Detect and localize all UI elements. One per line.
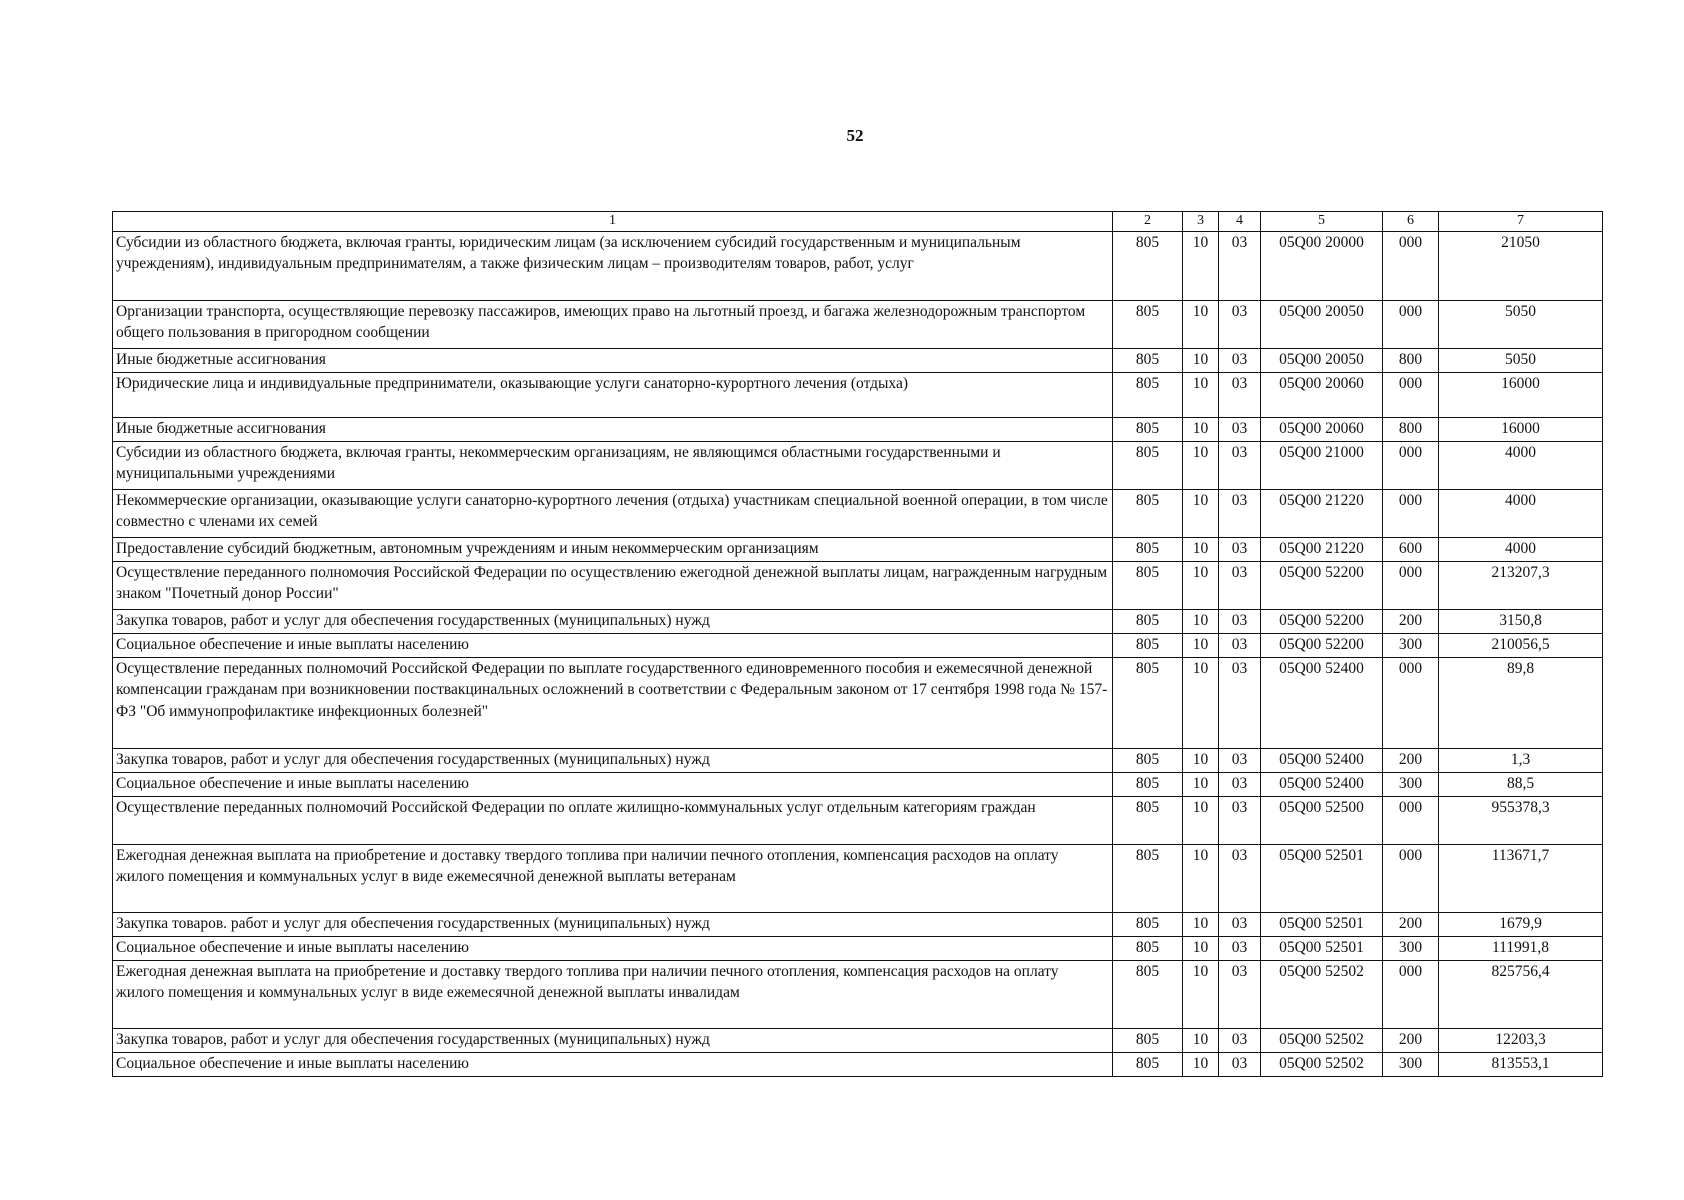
amount: 213207,3 <box>1439 561 1603 609</box>
target-article-code: 05Q00 52400 <box>1261 748 1383 772</box>
item-name: Закупка товаров, работ и услуг для обеспечения государственных (муниципальных) нужд <box>113 609 1113 633</box>
ministry-code: 805 <box>1113 231 1183 300</box>
item-name: Осуществление переданных полномочий Российской Федерации по оплате жилищно-коммунальных услуг отдельным категориям граждан <box>113 796 1113 844</box>
expense-type-code: 000 <box>1383 796 1439 844</box>
header-cell: 5 <box>1261 212 1383 232</box>
section-code: 10 <box>1183 300 1219 348</box>
subsection-code: 03 <box>1219 231 1261 300</box>
table-row <box>113 1052 1603 1076</box>
table-row <box>113 633 1603 657</box>
header-cell: 6 <box>1383 212 1439 232</box>
amount: 16000 <box>1439 417 1603 441</box>
item-name: Осуществление переданных полномочий Российской Федерации по выплате государственного единовременного пособия и ежемесячной денежной компенсации гражданам при возникновении поствакцинальных осложнений в соответствии с Федеральным законом от 17 сентября 1998 года № 157-ФЗ "Об иммунопрофилактике инфекционных болезней" <box>113 657 1113 748</box>
amount: 4000 <box>1439 537 1603 561</box>
ministry-code: 805 <box>1113 748 1183 772</box>
header-cell: 3 <box>1183 212 1219 232</box>
ministry-code: 805 <box>1113 912 1183 936</box>
expense-type-code: 600 <box>1383 537 1439 561</box>
item-name: Социальное обеспечение и иные выплаты населению <box>113 633 1113 657</box>
section-code: 10 <box>1183 1052 1219 1076</box>
section-code: 10 <box>1183 633 1219 657</box>
table-row <box>113 772 1603 796</box>
subsection-code: 03 <box>1219 609 1261 633</box>
header-cell: 4 <box>1219 212 1261 232</box>
subsection-code: 03 <box>1219 796 1261 844</box>
section-code: 10 <box>1183 936 1219 960</box>
table-row <box>113 844 1603 912</box>
section-code: 10 <box>1183 231 1219 300</box>
expense-type-code: 000 <box>1383 960 1439 1028</box>
table-row <box>113 300 1603 348</box>
target-article-code: 05Q00 52400 <box>1261 772 1383 796</box>
expense-type-code: 000 <box>1383 231 1439 300</box>
ministry-code: 805 <box>1113 844 1183 912</box>
item-name: Организации транспорта, осуществляющие перевозку пассажиров, имеющих право на льготный проезд, и багажа железнодорожным транспортом общего пользования в пригородном сообщении <box>113 300 1113 348</box>
expense-type-code: 800 <box>1383 417 1439 441</box>
ministry-code: 805 <box>1113 537 1183 561</box>
table-row <box>113 417 1603 441</box>
target-article-code: 05Q00 52500 <box>1261 796 1383 844</box>
expense-type-code: 000 <box>1383 441 1439 489</box>
table-row <box>113 960 1603 1028</box>
expense-type-code: 200 <box>1383 748 1439 772</box>
subsection-code: 03 <box>1219 748 1261 772</box>
expense-type-code: 200 <box>1383 609 1439 633</box>
amount: 111991,8 <box>1439 936 1603 960</box>
ministry-code: 805 <box>1113 772 1183 796</box>
target-article-code: 05Q00 52502 <box>1261 960 1383 1028</box>
header-cell: 7 <box>1439 212 1603 232</box>
section-code: 10 <box>1183 417 1219 441</box>
section-code: 10 <box>1183 844 1219 912</box>
subsection-code: 03 <box>1219 657 1261 748</box>
target-article-code: 05Q00 20060 <box>1261 417 1383 441</box>
ministry-code: 805 <box>1113 348 1183 372</box>
table-row <box>113 372 1603 417</box>
item-name: Социальное обеспечение и иные выплаты населению <box>113 772 1113 796</box>
target-article-code: 05Q00 52502 <box>1261 1028 1383 1052</box>
table-row <box>113 657 1603 748</box>
header-cell: 1 <box>113 212 1113 232</box>
target-article-code: 05Q00 20060 <box>1261 372 1383 417</box>
header-cell: 2 <box>1113 212 1183 232</box>
amount: 89,8 <box>1439 657 1603 748</box>
target-article-code: 05Q00 52400 <box>1261 657 1383 748</box>
section-code: 10 <box>1183 657 1219 748</box>
table-row <box>113 796 1603 844</box>
expense-type-code: 000 <box>1383 561 1439 609</box>
amount: 16000 <box>1439 372 1603 417</box>
amount: 813553,1 <box>1439 1052 1603 1076</box>
subsection-code: 03 <box>1219 633 1261 657</box>
section-code: 10 <box>1183 912 1219 936</box>
item-name: Социальное обеспечение и иные выплаты населению <box>113 1052 1113 1076</box>
ministry-code: 805 <box>1113 1052 1183 1076</box>
ministry-code: 805 <box>1113 489 1183 537</box>
subsection-code: 03 <box>1219 489 1261 537</box>
target-article-code: 05Q00 21220 <box>1261 489 1383 537</box>
subsection-code: 03 <box>1219 936 1261 960</box>
item-name: Юридические лица и индивидуальные предприниматели, оказывающие услуги санаторно-курортного лечения (отдыха) <box>113 372 1113 417</box>
item-name: Закупка товаров. работ и услуг для обеспечения государственных (муниципальных) нужд <box>113 912 1113 936</box>
subsection-code: 03 <box>1219 844 1261 912</box>
ministry-code: 805 <box>1113 796 1183 844</box>
amount: 1679,9 <box>1439 912 1603 936</box>
subsection-code: 03 <box>1219 348 1261 372</box>
expense-type-code: 300 <box>1383 772 1439 796</box>
ministry-code: 805 <box>1113 1028 1183 1052</box>
item-name: Предоставление субсидий бюджетным, автономным учреждениям и иным некоммерческим организациям <box>113 537 1113 561</box>
expense-type-code: 000 <box>1383 300 1439 348</box>
table-row <box>113 561 1603 609</box>
item-name: Субсидии из областного бюджета, включая гранты, некоммерческим организациям, не являющимся областными государственными и муниципальными учреждениями <box>113 441 1113 489</box>
ministry-code: 805 <box>1113 561 1183 609</box>
item-name: Иные бюджетные ассигнования <box>113 348 1113 372</box>
subsection-code: 03 <box>1219 300 1261 348</box>
amount: 3150,8 <box>1439 609 1603 633</box>
amount: 825756,4 <box>1439 960 1603 1028</box>
subsection-code: 03 <box>1219 561 1261 609</box>
section-code: 10 <box>1183 1028 1219 1052</box>
item-name: Иные бюджетные ассигнования <box>113 417 1113 441</box>
item-name: Закупка товаров, работ и услуг для обеспечения государственных (муниципальных) нужд <box>113 1028 1113 1052</box>
target-article-code: 05Q00 52501 <box>1261 936 1383 960</box>
item-name: Некоммерческие организации, оказывающие услуги санаторно-курортного лечения (отдыха) участникам специальной военной операции, в том числе совместно с членами их семей <box>113 489 1113 537</box>
expense-type-code: 800 <box>1383 348 1439 372</box>
ministry-code: 805 <box>1113 960 1183 1028</box>
table-row <box>113 537 1603 561</box>
table-row <box>113 609 1603 633</box>
subsection-code: 03 <box>1219 537 1261 561</box>
ministry-code: 805 <box>1113 633 1183 657</box>
expense-type-code: 300 <box>1383 633 1439 657</box>
amount: 88,5 <box>1439 772 1603 796</box>
section-code: 10 <box>1183 489 1219 537</box>
ministry-code: 805 <box>1113 300 1183 348</box>
ministry-code: 805 <box>1113 441 1183 489</box>
section-code: 10 <box>1183 796 1219 844</box>
table-row <box>113 489 1603 537</box>
subsection-code: 03 <box>1219 772 1261 796</box>
subsection-code: 03 <box>1219 912 1261 936</box>
amount: 113671,7 <box>1439 844 1603 912</box>
amount: 12203,3 <box>1439 1028 1603 1052</box>
item-name: Социальное обеспечение и иные выплаты населению <box>113 936 1113 960</box>
ministry-code: 805 <box>1113 372 1183 417</box>
ministry-code: 805 <box>1113 657 1183 748</box>
target-article-code: 05Q00 52200 <box>1261 561 1383 609</box>
section-code: 10 <box>1183 441 1219 489</box>
table-row <box>113 1028 1603 1052</box>
section-code: 10 <box>1183 960 1219 1028</box>
target-article-code: 05Q00 52501 <box>1261 844 1383 912</box>
budget-table <box>112 211 1603 1077</box>
section-code: 10 <box>1183 372 1219 417</box>
expense-type-code: 200 <box>1383 1028 1439 1052</box>
expense-type-code: 000 <box>1383 657 1439 748</box>
target-article-code: 05Q00 52200 <box>1261 609 1383 633</box>
target-article-code: 05Q00 21000 <box>1261 441 1383 489</box>
section-code: 10 <box>1183 772 1219 796</box>
ministry-code: 805 <box>1113 936 1183 960</box>
item-name: Осуществление переданного полномочия Российской Федерации по осуществлению ежегодной денежной выплаты лицам, награжденным нагрудным знаком "Почетный донор России" <box>113 561 1113 609</box>
amount: 21050 <box>1439 231 1603 300</box>
amount: 1,3 <box>1439 748 1603 772</box>
target-article-code: 05Q00 52502 <box>1261 1052 1383 1076</box>
item-name: Ежегодная денежная выплата на приобретение и доставку твердого топлива при наличии печного отопления, компенсация расходов на оплату жилого помещения и коммунальных услуг в виде ежемесячной денежной выплаты ветеранам <box>113 844 1113 912</box>
expense-type-code: 200 <box>1383 912 1439 936</box>
amount: 4000 <box>1439 489 1603 537</box>
subsection-code: 03 <box>1219 960 1261 1028</box>
item-name: Закупка товаров, работ и услуг для обеспечения государственных (муниципальных) нужд <box>113 748 1113 772</box>
table-row <box>113 912 1603 936</box>
target-article-code: 05Q00 52200 <box>1261 633 1383 657</box>
section-code: 10 <box>1183 609 1219 633</box>
expense-type-code: 000 <box>1383 372 1439 417</box>
subsection-code: 03 <box>1219 441 1261 489</box>
section-code: 10 <box>1183 348 1219 372</box>
table-row <box>113 936 1603 960</box>
subsection-code: 03 <box>1219 1052 1261 1076</box>
target-article-code: 05Q00 20050 <box>1261 300 1383 348</box>
amount: 5050 <box>1439 300 1603 348</box>
target-article-code: 05Q00 20000 <box>1261 231 1383 300</box>
section-code: 10 <box>1183 537 1219 561</box>
expense-type-code: 000 <box>1383 844 1439 912</box>
amount: 4000 <box>1439 441 1603 489</box>
expense-type-code: 000 <box>1383 489 1439 537</box>
subsection-code: 03 <box>1219 417 1261 441</box>
section-code: 10 <box>1183 748 1219 772</box>
subsection-code: 03 <box>1219 1028 1261 1052</box>
target-article-code: 05Q00 21220 <box>1261 537 1383 561</box>
target-article-code: 05Q00 20050 <box>1261 348 1383 372</box>
expense-type-code: 300 <box>1383 1052 1439 1076</box>
amount: 5050 <box>1439 348 1603 372</box>
table-row <box>113 348 1603 372</box>
amount: 955378,3 <box>1439 796 1603 844</box>
target-article-code: 05Q00 52501 <box>1261 912 1383 936</box>
item-name: Субсидии из областного бюджета, включая гранты, юридическим лицам (за исключением субсидий государственным и муниципальным учреждениям), индивидуальным предпринимателям, а также физическим лицам – производителям товаров, работ, услуг <box>113 231 1113 300</box>
section-code: 10 <box>1183 561 1219 609</box>
amount: 210056,5 <box>1439 633 1603 657</box>
ministry-code: 805 <box>1113 417 1183 441</box>
table-row <box>113 441 1603 489</box>
table-header-row <box>113 212 1603 232</box>
expense-type-code: 300 <box>1383 936 1439 960</box>
subsection-code: 03 <box>1219 372 1261 417</box>
page-number: 52 <box>846 126 864 145</box>
table-row <box>113 748 1603 772</box>
item-name: Ежегодная денежная выплата на приобретение и доставку твердого топлива при наличии печного отопления, компенсация расходов на оплату жилого помещения и коммунальных услуг в виде ежемесячной денежной выплаты инвалидам <box>113 960 1113 1028</box>
table-row <box>113 231 1603 300</box>
ministry-code: 805 <box>1113 609 1183 633</box>
